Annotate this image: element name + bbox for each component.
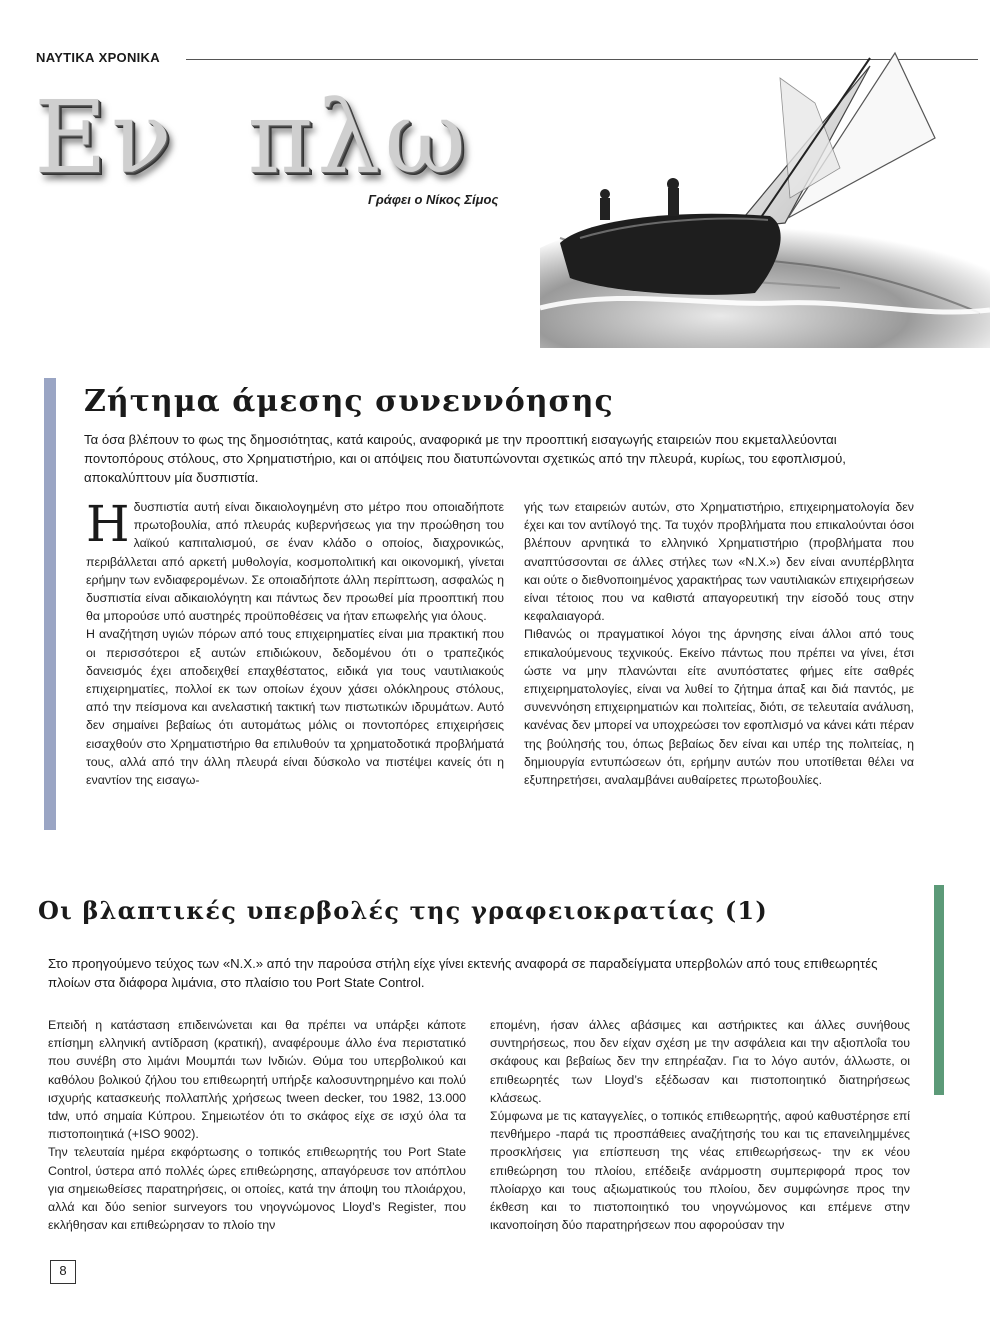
article1-lead: Τα όσα βλέπουν το φως της δημοσιότητας, κατά καιρούς, αναφορικά με την προοπτική εισαγωγής εταιρειών που εκμεταλλεύονται ποντοπόρους στόλους, στο Χρηματιστήριο, και οι απόψεις που διατυπώνονται σχετικώς από την πλευρά, κυρίως, του εφοπλισμού, αποκαλύπτουν μία δυσπιστία. [84,432,846,485]
article2-col2-paragraph-2: Σύμφωνα με τις καταγγελίες, ο τοπικός επιθεωρητής, αφού καθυστέρησε επί πενθήμερο -παρά τις προσπάθειες αναζήτησής του και τις επανειλημμένες προσκλήσεις για επίσπευση της νέας επιθεωρήσεως- την εκ νέου επιθεώρηση του πλοίου, επέδειξε ανάρμοστη συμπεριφορά προς τον πλοίαρχο και τους αξιωματικούς του πλοίου, δεν συμφώνησε προς την έκθεση και το πιστοποιητικό του νηογνώμονος και επέμενε στην ικανοποίηση δύο παρατηρήσεων που αφορούσαν την [490,1109,910,1233]
page-number: 8 [59,1263,67,1278]
drop-cap: Η [86,495,130,553]
article1-col1-paragraph-2: Η αναζήτηση υγιών πόρων από τους επιχειρηματίες είναι μια πρακτική που οι περισσότεροι εξ αυτών επιδιώκουν, δεδομένου ότι ο τραπεζικός δανεισμός έχει αποδειχθεί επαχθέστατος, ειδικά για τους ναυτιλιακούς επιχειρηματίες, πολλοί εκ των οποίων έχουν χάσει ολόκληρους στόλους, από την πείσμονα και ανελαστική τακτική των πιστωτικών ιδρυμάτων. Αυτό δεν σημαίνει βεβαίως ότι αυτομάτως μόλις οι ποντοπόρες επιχειρήσεις εισαχθούν στο Χρηματιστήριο θα επιλυθούν τα χρηματοδοτικά προβλήματά τους, αλλά από την άλλη πλευρά είναι δύσκολο να πιστέψει κανείς ότι η εναντίον της εισαγω- [86,627,504,788]
sailboat-photo [540,48,990,348]
article1-title: Ζήτημα άμεσης συνεννόησης [84,384,614,419]
article2-column-2 [490,1016,910,1234]
article1-col2-paragraph-1: γής των εταιρειών αυτών, στο Χρηματιστήριο, επιχειρηματολογία δεν έχει και τον αντίλογό της. Τα τυχόν προβλήματα που επικαλούνται όσοι βλέπουν αρνητικά το ελληνικό Χρηματιστήριο (προβλήματα που αναπτύσσονται σε άλλες στήλες των «Ν.Χ.») δεν είναι ανυπέρβλητα και ούτε ο διεθνοποιημένος χαρακτήρας των ναυτιλιακών επιχειρήσεων είναι τέτοιος που να καθιστά απαγορευτική την είσοδό τους στην κεφαλαιαγορά. [524,500,914,624]
magazine-name: ΝΑΥΤΙΚΑ ΧΡΟΝΙΚΑ [36,50,160,65]
article1-col2-paragraph-2: Πιθανώς οι πραγματικοί λόγοι της άρνησης είναι άλλοι από τους επικαλούμενους τεχνικούς. Εκείνο πάντως που πρέπει να γίνει, έτσι ώστε να μην πλανώνται είτε ανυπόστατες φήμες είτε σαθρές επιχειρηματολογίες, είναι να λυθεί το ζήτημα άπαξ και διά παντός, με συνεννόηση επιχειρηματιών και πολιτείας, διότι, σε τελευταία ανάλυση, κανένας δεν μπορεί να υποχρεώσει τον εφοπλισμό να κάνει κάτι πέραν της βούλησής του, όπως βεβαίως δεν είναι και υπέρ της πολιτείας, η δημιουργία εντυπώσεων ότι, ερήμην αυτών που υποτίθεται θέλει να εξυπηρετήσει, αναλαμβάνει αυθαίρετες πρωτοβουλίες. [524,627,914,788]
article2-col2-paragraph-1: επομένη, ήσαν άλλες αβάσιμες και αστήρικτες και άλλες συνήθους συντηρήσεως, που δεν είχαν σχέση με την ασφάλεια και την αξιοπλοΐα του σκάφους και βεβαίως δεν την επηρέαζαν. Για το λόγο αυτόν, άλλωστε, οι επιθεωρητές των Lloyd’s εξέδωσαν και πιστοποιητικό διατηρήσεως κλάσεως. [490,1018,910,1105]
article1-column-2 [524,498,914,789]
article2-col1-paragraph-2: Την τελευταία ημέρα εκφόρτωσης ο τοπικός επιθεωρητής του Port State Control, ύστερα από πολλές ώρες επιθεώρησης, απαγόρευσε τον απόπλου για σημειωθείσες παρατηρήσεις, οι οποίες, κατά την άποψη του πλοιάρχου, αλλά και δύο senior surveyors του νηογνώμονος Lloyd’s Register, που εκλήθησαν και επιθεώρησαν το πλοίο την [48,1145,466,1233]
article1-column-1 [86,495,504,789]
article2-col1-paragraph-1: Επειδή η κατάσταση επιδεινώνεται και θα πρέπει να υπάρξει κάποτε επίσημη ελληνική αντίδραση (κρατική), αναφέρουμε άλλο ένα περιστατικό που συνέβη στο λιμάνι Μουμπάι των Ινδιών. Θύμα του υπερβολικού και καθόλου βολικού ζήλου του επιθεωρητή υπήρξε καλοσυντηρημένο και πολύ ισχυρής κατασκευής πολλαπλής χρήσεως tween decker, του 1982, 13.000 tdw, υπό σημαία Κύπρου. Σημειωτέον ότι το σκάφος είχε σε ισχύ όλα τα πιστοποιητικά (+ISO 9002). [48,1018,466,1142]
article1-col1-p1-text: δυσπιστία αυτή είναι δικαιολογημένη στο μέτρο που οποιαδήποτε πρωτοβουλία, από πλευράς κυβερνήσεως για την προώθηση του λαϊκού καπιταλισμού, σε έναν κλάδο ο οποίος, διαχρονικώς, περιβάλλεται από αρκετή μυθολογία, κοσμοπολιτική και οικονομική, γίνεται ερήμην των ενδιαφερομένων. Σε οποιαδήποτε άλλη περίπτωση, ασφαλώς η δυσπιστία είναι αδικαιολόγητη και πάντως δεν προωθεί μία προοπτική που θα μπορούσε υπό αυστηρές προϋποθέσεις να ήταν επωφελής για όλους. [86,500,504,624]
article2-title: Οι βλαπτικές υπερβολές της γραφειοκρατίας (1) [38,896,768,925]
article1-side-bar [44,378,56,830]
article2-column-1 [48,1016,466,1234]
byline: Γράφει ο Νίκος Σίμος [368,192,499,207]
column-title: Εν πλω [34,79,471,196]
article2-lead: Στο προηγούμενο τεύχος των «Ν.Χ.» από την παρούσα στήλη είχε γίνει εκτενής αναφορά σε παραδείγματα υπερβολών από τους επιθεωρητές πλοίων στα διάφορα λιμάνια, στο πλαίσιο του Port State Control. [48,956,878,990]
article2-side-bar [934,885,944,1095]
article1-col1-paragraph-1 [86,495,504,625]
